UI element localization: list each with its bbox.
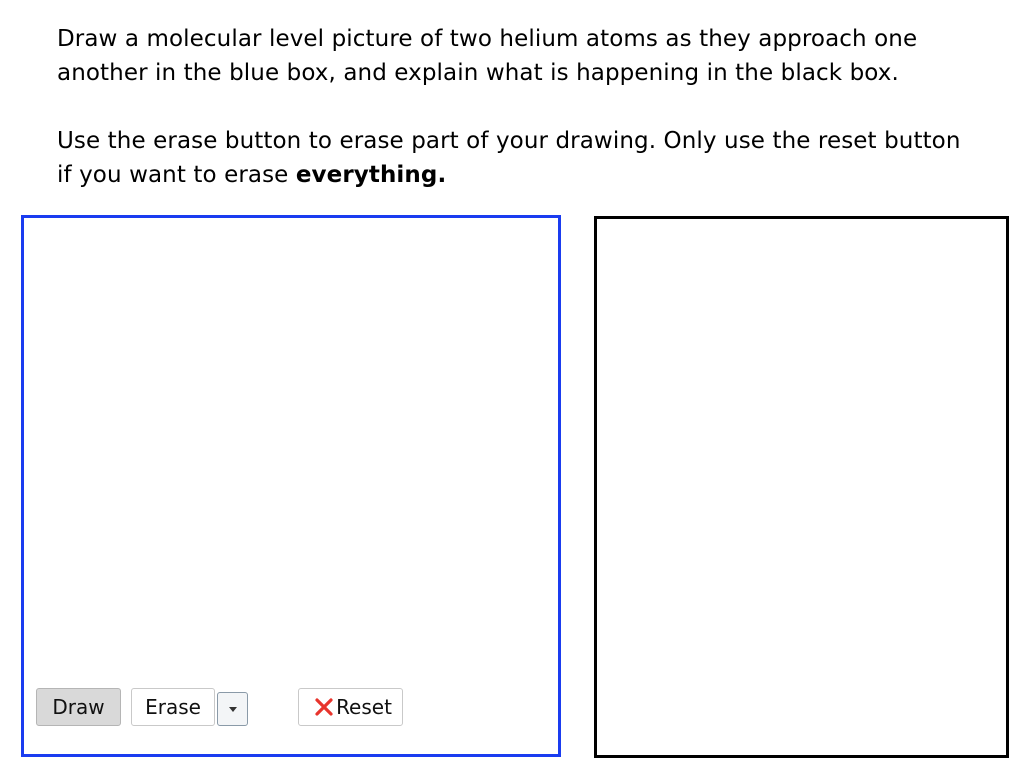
close-icon <box>313 696 335 718</box>
drawing-canvas[interactable] <box>21 215 561 757</box>
erase-button[interactable] <box>131 688 215 726</box>
instruction-paragraph-2 <box>57 124 977 192</box>
erase-button-label: Erase <box>145 695 201 719</box>
draw-button-label: Draw <box>52 695 105 719</box>
draw-button[interactable] <box>36 688 121 726</box>
instruction-emphasis: everything. <box>295 162 447 188</box>
explanation-text-box[interactable] <box>594 216 1009 758</box>
instruction-paragraph-1: Draw a molecular level picture of two helium atoms as they approach one another in the blue box, and explain what is happening in the black box. <box>57 26 918 86</box>
erase-options-dropdown[interactable] <box>217 692 248 726</box>
instruction-paragraph-2-text: Use the erase button to erase part of your drawing. Only use the reset button if you want to erase <box>57 128 961 188</box>
reset-button-label: Reset <box>336 695 392 719</box>
chevron-down-icon <box>229 707 237 712</box>
reset-button[interactable] <box>298 688 403 726</box>
instructions <box>57 22 977 192</box>
